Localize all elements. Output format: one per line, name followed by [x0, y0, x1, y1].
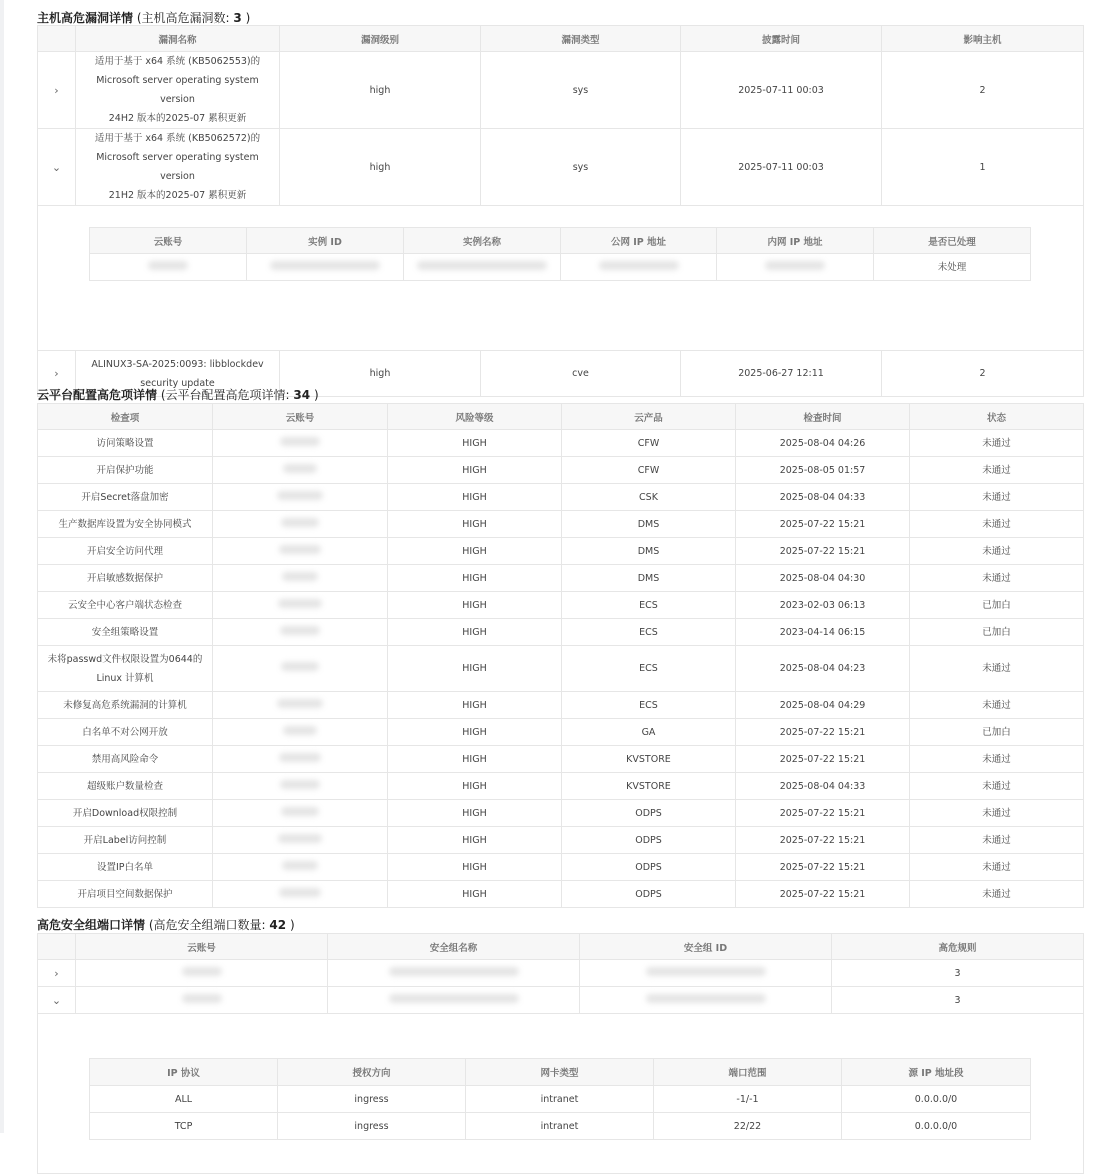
config-product: ECS	[562, 592, 736, 619]
config-item-line: 开启安全访问代理	[86, 545, 163, 557]
config-status: 未通过	[910, 827, 1084, 854]
config-row	[38, 746, 1084, 773]
config-status: 未通过	[910, 646, 1084, 692]
config-header-risk[interactable]: 风险等级	[388, 404, 562, 430]
config-title: 云平台配置高危项详情	[37, 388, 158, 402]
config-row	[38, 484, 1084, 511]
instance-header-name: 实例名称	[404, 228, 561, 254]
config-status: 未通过	[910, 881, 1084, 908]
config-account	[213, 511, 388, 538]
config-product: ECS	[562, 619, 736, 646]
vuln-name-cell	[76, 52, 280, 129]
config-item-line: 访问策略设置	[96, 437, 154, 449]
config-row	[38, 619, 1084, 646]
config-status: 未通过	[910, 854, 1084, 881]
config-account	[213, 854, 388, 881]
sg-id	[580, 960, 832, 987]
sg-rules-table	[89, 1058, 1031, 1140]
instance-id	[247, 254, 404, 281]
vuln-hosts: 1	[882, 129, 1084, 206]
instance-name	[404, 254, 561, 281]
vuln-level: high	[280, 129, 481, 206]
sg-title: 高危安全组端口详情	[37, 918, 146, 932]
config-product: CFW	[562, 430, 736, 457]
config-item	[38, 827, 213, 854]
config-item	[38, 773, 213, 800]
rule-nic: intranet	[466, 1113, 654, 1140]
config-item	[38, 692, 213, 719]
config-header-status[interactable]: 状态	[910, 404, 1084, 430]
config-status: 未通过	[910, 484, 1084, 511]
vuln-header-row	[38, 26, 1084, 52]
rule-source: 0.0.0.0/0	[842, 1113, 1031, 1140]
sg-account	[76, 987, 328, 1014]
config-status: 未通过	[910, 511, 1084, 538]
vuln-name-line: Microsoft server operating system version	[96, 152, 259, 182]
config-status: 未通过	[910, 746, 1084, 773]
vuln-type: sys	[481, 129, 681, 206]
config-item-line: 设置IP白名单	[96, 861, 154, 873]
rule-protocol: ALL	[90, 1086, 278, 1113]
config-time: 2025-07-22 15:21	[736, 827, 910, 854]
config-product: KVSTORE	[562, 773, 736, 800]
config-risk: HIGH	[388, 800, 562, 827]
config-risk: HIGH	[388, 854, 562, 881]
instance-header-row	[90, 228, 1031, 254]
chevron-right-icon[interactable]: ›	[38, 52, 76, 129]
instance-private-ip	[717, 254, 874, 281]
config-row	[38, 457, 1084, 484]
config-product: CFW	[562, 457, 736, 484]
config-row	[38, 511, 1084, 538]
sg-name	[328, 960, 580, 987]
sg-count-suffix: )	[289, 918, 295, 932]
rules-row	[90, 1113, 1031, 1140]
sg-expand-header	[38, 934, 76, 960]
config-risk: HIGH	[388, 646, 562, 692]
config-item	[38, 619, 213, 646]
sg-row[interactable]	[38, 960, 1084, 987]
config-account	[213, 692, 388, 719]
config-item-line: Linux 计算机	[96, 672, 154, 684]
config-time: 2025-08-05 01:57	[736, 457, 910, 484]
config-item-line: 禁用高风险命令	[91, 753, 159, 765]
config-item	[38, 881, 213, 908]
instance-header-handled: 是否已处理	[874, 228, 1031, 254]
config-item	[38, 592, 213, 619]
rules-header-protocol: IP 协议	[90, 1059, 278, 1086]
config-item	[38, 484, 213, 511]
rule-nic: intranet	[466, 1086, 654, 1113]
config-risk: HIGH	[388, 592, 562, 619]
config-product: DMS	[562, 538, 736, 565]
vuln-section-title	[37, 9, 250, 26]
sg-section-title	[37, 916, 295, 933]
vuln-table	[37, 25, 1084, 397]
config-status: 已加白	[910, 592, 1084, 619]
config-risk: HIGH	[388, 511, 562, 538]
config-status: 未通过	[910, 457, 1084, 484]
config-item	[38, 511, 213, 538]
vuln-title: 主机高危漏洞详情	[37, 11, 134, 25]
chevron-right-icon[interactable]: ›	[38, 960, 76, 987]
config-risk: HIGH	[388, 565, 562, 592]
config-time: 2025-08-04 04:26	[736, 430, 910, 457]
vuln-level: high	[280, 52, 481, 129]
vuln-time: 2025-06-27 12:11	[681, 351, 882, 397]
config-account	[213, 619, 388, 646]
config-risk: HIGH	[388, 430, 562, 457]
vuln-hosts: 2	[882, 52, 1084, 129]
config-status: 未通过	[910, 430, 1084, 457]
config-item-line: 开启项目空间数据保护	[77, 888, 173, 900]
vuln-row[interactable]	[38, 52, 1084, 129]
config-risk: HIGH	[388, 773, 562, 800]
config-row	[38, 827, 1084, 854]
config-status: 未通过	[910, 800, 1084, 827]
config-item	[38, 646, 213, 692]
sg-header-rules[interactable]: 高危规则	[832, 934, 1084, 960]
config-time: 2025-08-04 04:23	[736, 646, 910, 692]
config-item	[38, 430, 213, 457]
config-item-line: 云安全中心客户端状态检查	[67, 599, 182, 611]
config-item-line: 未修复高危系统漏洞的计算机	[63, 699, 187, 711]
vuln-count-suffix: )	[245, 11, 251, 25]
sg-row[interactable]	[38, 987, 1084, 1014]
config-account	[213, 538, 388, 565]
instance-public-ip	[561, 254, 717, 281]
vuln-name-cell	[76, 129, 280, 206]
instance-header-id: 实例 ID	[247, 228, 404, 254]
rule-protocol: TCP	[90, 1113, 278, 1140]
config-time: 2025-07-22 15:21	[736, 746, 910, 773]
instance-row	[90, 254, 1031, 281]
sg-header-account[interactable]: 云账号	[76, 934, 328, 960]
vuln-header-type[interactable]: 漏洞类型	[481, 26, 681, 52]
vuln-header-name[interactable]: 漏洞名称	[76, 26, 280, 52]
instance-header-public-ip: 公网 IP 地址	[561, 228, 717, 254]
config-product: ODPS	[562, 800, 736, 827]
config-time: 2025-07-22 15:21	[736, 719, 910, 746]
config-time: 2025-07-22 15:21	[736, 854, 910, 881]
sg-header-name[interactable]: 安全组名称	[328, 934, 580, 960]
config-header-item[interactable]: 检查项	[38, 404, 213, 430]
config-header-time[interactable]: 检查时间	[736, 404, 910, 430]
config-row	[38, 773, 1084, 800]
vuln-type: cve	[481, 351, 681, 397]
sg-header-row	[38, 934, 1084, 960]
vuln-header-level[interactable]: 漏洞级别	[280, 26, 481, 52]
sg-id	[580, 987, 832, 1014]
sg-count: 42	[269, 918, 287, 932]
vuln-name-line: security update	[140, 377, 215, 389]
config-row	[38, 692, 1084, 719]
config-item-line: 开启Secret落盘加密	[81, 491, 169, 503]
config-row	[38, 538, 1084, 565]
config-account	[213, 430, 388, 457]
config-product: DMS	[562, 511, 736, 538]
config-header-account[interactable]: 云账号	[213, 404, 388, 430]
config-product: ODPS	[562, 827, 736, 854]
config-item-line: 超级账户数量检查	[86, 780, 163, 792]
config-risk: HIGH	[388, 827, 562, 854]
config-item-line: 开启保护功能	[96, 464, 154, 476]
config-time: 2025-08-04 04:33	[736, 773, 910, 800]
vuln-header-time[interactable]: 披露时间	[681, 26, 882, 52]
config-item	[38, 565, 213, 592]
config-item	[38, 538, 213, 565]
rule-port: 22/22	[654, 1113, 842, 1140]
rules-header-row	[90, 1059, 1031, 1086]
config-row	[38, 592, 1084, 619]
sg-account	[76, 960, 328, 987]
config-account	[213, 565, 388, 592]
config-time: 2023-04-14 06:15	[736, 619, 910, 646]
instance-handled-status: 未处理	[874, 254, 1031, 281]
config-product: ODPS	[562, 881, 736, 908]
config-account	[213, 457, 388, 484]
vuln-time: 2025-07-11 00:03	[681, 52, 882, 129]
instance-header-private-ip: 内网 IP 地址	[717, 228, 874, 254]
config-row	[38, 800, 1084, 827]
config-account	[213, 484, 388, 511]
vuln-name-line: ALINUX3-SA-2025:0093: libblockdev	[91, 358, 264, 370]
config-item	[38, 746, 213, 773]
rules-header-port: 端口范围	[654, 1059, 842, 1086]
chevron-right-icon[interactable]: ›	[38, 351, 76, 397]
config-risk: HIGH	[388, 881, 562, 908]
rule-direction: ingress	[278, 1086, 466, 1113]
rules-row	[90, 1086, 1031, 1113]
config-status: 未通过	[910, 692, 1084, 719]
config-item-line: 白名单不对公网开放	[82, 726, 168, 738]
config-risk: HIGH	[388, 538, 562, 565]
config-risk: HIGH	[388, 619, 562, 646]
vuln-expand-header	[38, 26, 76, 52]
config-product: GA	[562, 719, 736, 746]
instance-header-account: 云账号	[90, 228, 247, 254]
config-time: 2025-08-04 04:30	[736, 565, 910, 592]
sg-rules: 3	[832, 960, 1084, 987]
config-item	[38, 800, 213, 827]
left-edge	[0, 0, 4, 1133]
config-product: DMS	[562, 565, 736, 592]
chevron-down-icon[interactable]: ⌄	[38, 987, 76, 1014]
config-status: 已加白	[910, 719, 1084, 746]
config-status: 未通过	[910, 565, 1084, 592]
config-header-product[interactable]: 云产品	[562, 404, 736, 430]
config-time: 2025-07-22 15:21	[736, 800, 910, 827]
config-row	[38, 719, 1084, 746]
config-status: 未通过	[910, 538, 1084, 565]
config-item-line: 安全组策略设置	[91, 626, 159, 638]
vuln-count-prefix: (主机高危漏洞数:	[136, 11, 230, 25]
config-risk: HIGH	[388, 746, 562, 773]
rules-header-direction: 授权方向	[278, 1059, 466, 1086]
sg-name	[328, 987, 580, 1014]
rules-header-nic: 网卡类型	[466, 1059, 654, 1086]
config-account	[213, 719, 388, 746]
vuln-name-line: 21H2 版本的2025-07 累积更新	[108, 190, 247, 201]
config-risk: HIGH	[388, 457, 562, 484]
config-row	[38, 565, 1084, 592]
config-count-prefix: (云平台配置高危项详情:	[160, 388, 290, 402]
config-product: ODPS	[562, 854, 736, 881]
config-account	[213, 746, 388, 773]
vuln-instance-table	[89, 227, 1031, 281]
config-row	[38, 854, 1084, 881]
config-time: 2025-07-22 15:21	[736, 511, 910, 538]
config-account	[213, 800, 388, 827]
config-item	[38, 719, 213, 746]
vuln-header-hosts[interactable]: 影响主机	[882, 26, 1084, 52]
config-status: 已加白	[910, 619, 1084, 646]
config-time: 2025-08-04 04:29	[736, 692, 910, 719]
config-section-title	[37, 386, 319, 403]
config-product: KVSTORE	[562, 746, 736, 773]
rule-source: 0.0.0.0/0	[842, 1086, 1031, 1113]
config-item	[38, 457, 213, 484]
config-account	[213, 646, 388, 692]
vuln-level: high	[280, 351, 481, 397]
vuln-row[interactable]	[38, 129, 1084, 206]
config-account	[213, 827, 388, 854]
config-table	[37, 403, 1084, 908]
config-product: CSK	[562, 484, 736, 511]
config-status: 未通过	[910, 773, 1084, 800]
vuln-name-line: 24H2 版本的2025-07 累积更新	[108, 113, 247, 124]
config-product: ECS	[562, 646, 736, 692]
vuln-time: 2025-07-11 00:03	[681, 129, 882, 206]
config-item-line: 开启Download权限控制	[72, 807, 178, 819]
vuln-name-line: 适用于基于 x64 系统 (KB5062553)的	[94, 56, 261, 67]
config-account	[213, 773, 388, 800]
config-count-suffix: )	[313, 388, 319, 402]
sg-header-id[interactable]: 安全组 ID	[580, 934, 832, 960]
config-time: 2025-07-22 15:21	[736, 881, 910, 908]
config-risk: HIGH	[388, 692, 562, 719]
config-item-line: 生产数据库设置为安全协同模式	[58, 518, 192, 530]
vuln-type: sys	[481, 52, 681, 129]
vuln-name-line: 适用于基于 x64 系统 (KB5062572)的	[94, 133, 261, 144]
config-row	[38, 881, 1084, 908]
config-account	[213, 592, 388, 619]
vuln-hosts: 2	[882, 351, 1084, 397]
config-risk: HIGH	[388, 719, 562, 746]
config-header-row	[38, 404, 1084, 430]
rule-direction: ingress	[278, 1113, 466, 1140]
config-item-line: 开启敏感数据保护	[86, 572, 163, 584]
config-time: 2025-08-04 04:33	[736, 484, 910, 511]
config-time: 2023-02-03 06:13	[736, 592, 910, 619]
config-row	[38, 646, 1084, 692]
chevron-down-icon[interactable]: ⌄	[38, 129, 76, 206]
sg-rules: 3	[832, 987, 1084, 1014]
config-item-line: 开启Label访问控制	[83, 834, 167, 846]
sg-count-prefix: (高危安全组端口数量:	[148, 918, 266, 932]
vuln-name-line: Microsoft server operating system version	[96, 75, 259, 105]
config-product: ECS	[562, 692, 736, 719]
config-risk: HIGH	[388, 484, 562, 511]
config-item-line: 未将passwd文件权限设置为0644的	[47, 653, 203, 665]
instance-account	[90, 254, 247, 281]
config-row	[38, 430, 1084, 457]
rule-port: -1/-1	[654, 1086, 842, 1113]
config-count: 34	[293, 388, 311, 402]
config-time: 2025-07-22 15:21	[736, 538, 910, 565]
rules-header-source: 源 IP 地址段	[842, 1059, 1031, 1086]
vuln-count: 3	[233, 11, 242, 25]
config-item	[38, 854, 213, 881]
config-account	[213, 881, 388, 908]
